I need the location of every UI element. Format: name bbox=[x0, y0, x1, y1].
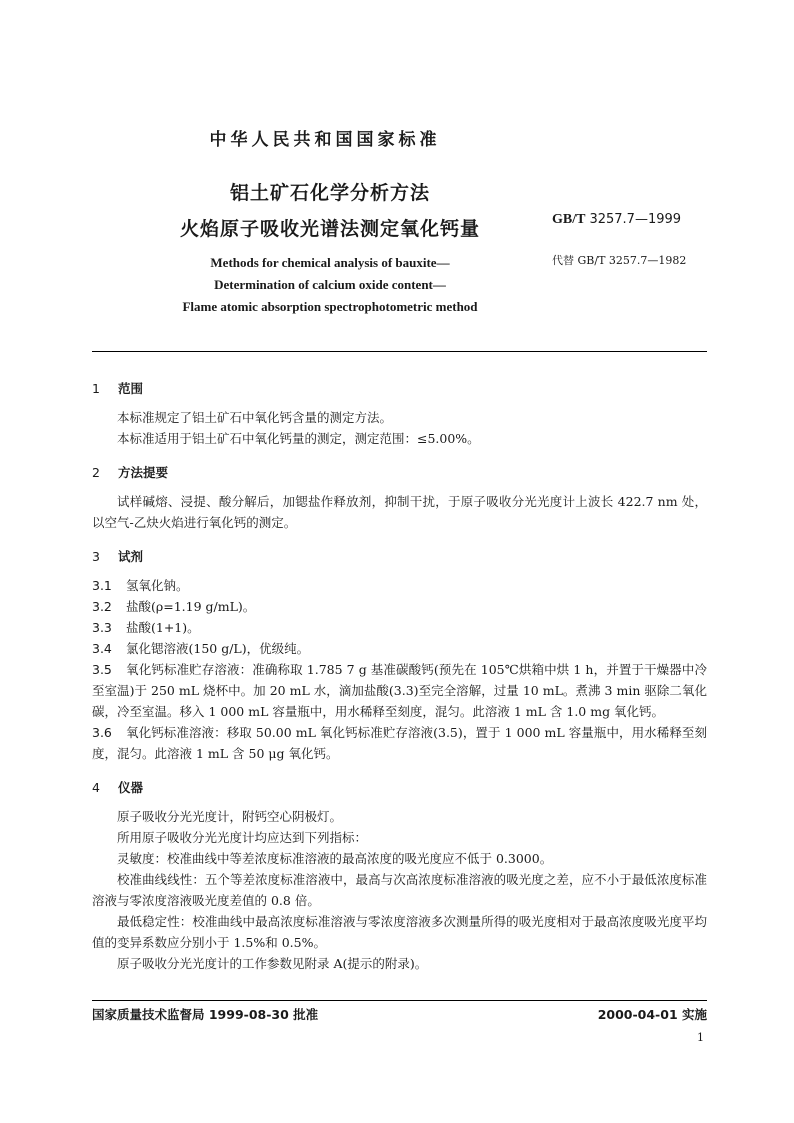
section-heading-scope bbox=[92, 378, 707, 399]
english-title-line1: Methods for chemical analysis of bauxite— bbox=[210, 255, 450, 270]
document-body bbox=[92, 378, 707, 974]
header-divider bbox=[92, 351, 707, 352]
national-standard-heading: 中华人民共和国国家标准 bbox=[209, 130, 441, 150]
reagent-item bbox=[92, 638, 707, 659]
english-title-line2: Determination of calcium oxide content— bbox=[214, 277, 446, 292]
section-number: 3 bbox=[92, 549, 100, 564]
section-title: 范围 bbox=[118, 381, 144, 396]
implementation-date: 2000-04-01 实施 bbox=[597, 1007, 707, 1022]
item-text: 盐酸(1+1)。 bbox=[126, 620, 200, 635]
paragraph: 灵敏度：校准曲线中等差浓度标准溶液的最高浓度的吸光度应不低于 0.3000。 bbox=[117, 851, 553, 866]
page-number: 1 bbox=[697, 1031, 704, 1044]
item-number: 3.3 bbox=[92, 620, 112, 635]
item-number: 3.4 bbox=[92, 641, 112, 656]
reagent-item bbox=[92, 596, 707, 617]
paragraph: 最低稳定性：校准曲线中最高浓度标准溶液与零浓度溶液多次测量所得的吸光度相对于最高浓度吸光度平均值的变异系数应分别小于 1.5%和 0.5%。 bbox=[92, 914, 707, 950]
item-text: 盐酸(ρ=1.19 g/mL)。 bbox=[126, 599, 256, 614]
section-heading-apparatus bbox=[92, 777, 707, 798]
section-heading-reagents bbox=[92, 546, 707, 567]
reagent-item bbox=[92, 659, 707, 722]
paragraph: 试样碱熔、浸提、酸分解后，加锶盐作释放剂，抑制干扰，于原子吸收分光光度计上波长 422.7 nm 处，以空气-乙炔火焰进行氧化钙的测定。 bbox=[92, 494, 707, 530]
item-text: 氢氧化钠。 bbox=[126, 578, 189, 593]
section-title: 方法提要 bbox=[118, 465, 169, 480]
paragraph: 本标准适用于铝土矿石中氧化钙量的测定，测定范围：≤5.00%。 bbox=[117, 431, 480, 446]
section-number: 4 bbox=[92, 780, 100, 795]
standard-code bbox=[552, 211, 681, 228]
item-text: 氧化钙标准贮存溶液：准确称取 1.785 7 g 基准碳酸钙(预先在 105℃烘箱中烘 1 h，并置于干燥器中冷至室温)于 250 mL 烧杯中。加 20 mL 水，滴加盐酸(3.3)至完全溶解，过量 10 mL。煮沸 3 min 驱除二氧化碳，冷至室温。移入 1 000 mL 容量瓶中，用水稀释至刻度，混匀。此溶液 1 mL 含 1.0 mg 氧化钙。 bbox=[92, 662, 707, 719]
standard-number: 3257.7—1999 bbox=[589, 212, 682, 227]
reagent-item bbox=[92, 722, 707, 764]
section-title: 试剂 bbox=[118, 549, 144, 564]
paragraph: 校准曲线线性：五个等差浓度标准溶液中，最高与次高浓度标准溶液的吸光度之差，应不小于最低浓度标准溶液与零浓度溶液吸光度差值的 0.8 倍。 bbox=[92, 872, 707, 908]
paragraph: 原子吸收分光光度计的工作参数见附录 A(提示的附录)。 bbox=[117, 956, 428, 971]
item-text: 氯化锶溶液(150 g/L)，优级纯。 bbox=[126, 641, 310, 656]
section-heading-method bbox=[92, 462, 707, 483]
footer-divider bbox=[92, 1000, 707, 1001]
reagent-item bbox=[92, 617, 707, 638]
item-number: 3.6 bbox=[92, 725, 112, 740]
document-title-line1: 铝土矿石化学分析方法 bbox=[229, 182, 430, 204]
paragraph: 所用原子吸收分光光度计均应达到下列指标： bbox=[117, 830, 368, 845]
item-number: 3.1 bbox=[92, 578, 112, 593]
item-number: 3.2 bbox=[92, 599, 112, 614]
document-title-line2: 火焰原子吸收光谱法测定氧化钙量 bbox=[179, 218, 480, 240]
item-text: 氧化钙标准溶液：移取 50.00 mL 氧化钙标准贮存溶液(3.5)，置于 1 000 mL 容量瓶中，用水稀释至刻度，混匀。此溶液 1 mL 含 50 μg 氧化钙。 bbox=[92, 725, 707, 761]
standard-prefix: GB/T bbox=[552, 212, 586, 227]
approval-date: 国家质量技术监督局 1999-08-30 批准 bbox=[92, 1007, 319, 1022]
paragraph: 本标准规定了铝土矿石中氧化钙含量的测定方法。 bbox=[117, 410, 393, 425]
reagent-item bbox=[92, 575, 707, 596]
english-title-line3: Flame atomic absorption spectrophotometric method bbox=[182, 299, 478, 314]
section-number: 2 bbox=[92, 465, 100, 480]
item-number: 3.5 bbox=[92, 662, 112, 677]
section-number: 1 bbox=[92, 381, 100, 396]
replaces-standard: 代替 GB/T 3257.7—1982 bbox=[552, 254, 687, 267]
paragraph: 原子吸收分光光度计，附钙空心阴极灯。 bbox=[117, 809, 343, 824]
section-title: 仪器 bbox=[118, 780, 144, 795]
